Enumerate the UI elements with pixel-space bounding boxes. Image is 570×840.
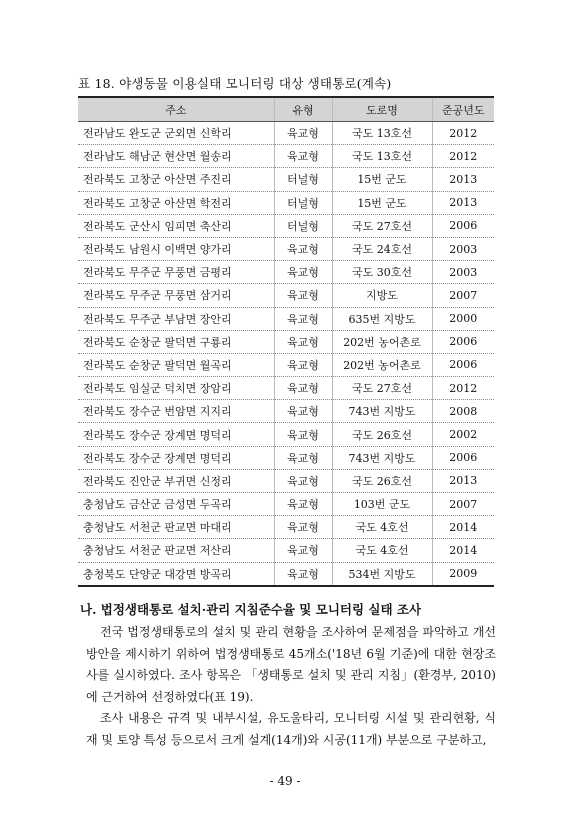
cell-address: 전라북도 남원시 이백면 양가리 <box>78 237 274 260</box>
cell-address: 전라북도 장수군 번암면 지지리 <box>78 400 274 423</box>
cell-address: 전라북도 순창군 팔덕면 월곡리 <box>78 353 274 376</box>
cell-road: 743번 지방도 <box>332 446 432 469</box>
cell-type: 육교형 <box>274 330 332 353</box>
cell-type: 터널형 <box>274 214 332 237</box>
table-row <box>78 330 494 353</box>
cell-year: 2003 <box>432 261 494 284</box>
table-row <box>78 237 494 260</box>
section-title: 나. 법정생태통로 설치·관리 지침준수율 및 모니터링 실태 조사 <box>80 602 422 617</box>
table-row <box>78 539 494 562</box>
cell-road: 국도 13호선 <box>332 145 432 168</box>
cell-address: 충청남도 서천군 판교면 마대리 <box>78 516 274 539</box>
cell-road: 국도 27호선 <box>332 214 432 237</box>
table-caption: 표 18. 야생동물 이용실태 모니터링 대상 생태통로(계속) <box>78 76 392 91</box>
table-row <box>78 493 494 516</box>
cell-address: 충청남도 금산군 금성면 두곡리 <box>78 493 274 516</box>
cell-type: 육교형 <box>274 237 332 260</box>
cell-road: 15번 군도 <box>332 168 432 191</box>
cell-address: 전라북도 임실군 덕치면 장암리 <box>78 377 274 400</box>
cell-road: 국도 26호선 <box>332 423 432 446</box>
body-paragraph-1: 전국 법정생태통로의 설치 및 관리 현황을 조사하여 문제점을 파악하고 개선방안을 제시하기 위하여 법정생태통로 45개소('18년 6월 기준)에 대한 현장조사를 실시하였다. 조사 항목은 「생태통로 설치 및 관리 지침」(환경부, 2010)에 근거하여 선정하였다(표 19). <box>86 625 496 704</box>
table-row <box>78 377 494 400</box>
cell-address: 충청남도 서천군 판교면 저산리 <box>78 539 274 562</box>
cell-road: 국도 26호선 <box>332 469 432 492</box>
cell-year: 2006 <box>432 214 494 237</box>
table-row <box>78 423 494 446</box>
cell-road: 지방도 <box>332 284 432 307</box>
cell-type: 육교형 <box>274 284 332 307</box>
cell-address: 전라북도 고창군 아산면 주진리 <box>78 168 274 191</box>
page-number: - 49 - <box>269 774 301 788</box>
cell-year: 2013 <box>432 191 494 214</box>
cell-type: 육교형 <box>274 145 332 168</box>
cell-year: 2013 <box>432 469 494 492</box>
cell-type: 육교형 <box>274 377 332 400</box>
header-road: 도로명 <box>332 97 432 122</box>
table-row <box>78 562 494 586</box>
cell-address: 전라북도 장수군 장계면 명덕리 <box>78 446 274 469</box>
cell-road: 202번 농어촌로 <box>332 330 432 353</box>
cell-type: 터널형 <box>274 168 332 191</box>
cell-address: 충청북도 단양군 대강면 방곡리 <box>78 562 274 586</box>
table-row <box>78 446 494 469</box>
cell-type: 육교형 <box>274 446 332 469</box>
cell-road: 743번 지방도 <box>332 400 432 423</box>
cell-year: 2012 <box>432 122 494 145</box>
cell-address: 전라남도 완도군 군외면 신학리 <box>78 122 274 145</box>
cell-year: 2013 <box>432 168 494 191</box>
cell-type: 육교형 <box>274 469 332 492</box>
cell-year: 2014 <box>432 539 494 562</box>
cell-year: 2012 <box>432 377 494 400</box>
body-paragraph-2: 조사 내용은 규격 및 내부시설, 유도울타리, 모니터링 시설 및 관리현황, 식재 및 토양 특성 등으로서 크게 설계(14개)와 시공(11개) 부분으로 구분하고, <box>86 711 496 747</box>
cell-address: 전라북도 군산시 임피면 축산리 <box>78 214 274 237</box>
cell-type: 육교형 <box>274 539 332 562</box>
table-row <box>78 168 494 191</box>
table-row <box>78 353 494 376</box>
cell-year: 2012 <box>432 145 494 168</box>
cell-year: 2007 <box>432 284 494 307</box>
cell-year: 2006 <box>432 446 494 469</box>
cell-year: 2014 <box>432 516 494 539</box>
cell-type: 육교형 <box>274 353 332 376</box>
cell-year: 2008 <box>432 400 494 423</box>
cell-year: 2003 <box>432 237 494 260</box>
table-row <box>78 214 494 237</box>
cell-type: 육교형 <box>274 493 332 516</box>
table-header-row <box>78 97 494 122</box>
cell-road: 국도 30호선 <box>332 261 432 284</box>
cell-year: 2006 <box>432 353 494 376</box>
cell-road: 국도 27호선 <box>332 377 432 400</box>
cell-year: 2009 <box>432 562 494 586</box>
cell-address: 전라북도 무주군 부남면 장안리 <box>78 307 274 330</box>
cell-address: 전라북도 장수군 장계면 명덕리 <box>78 423 274 446</box>
cell-road: 534번 지방도 <box>332 562 432 586</box>
table-row <box>78 261 494 284</box>
cell-type: 터널형 <box>274 191 332 214</box>
table-row <box>78 307 494 330</box>
table-row <box>78 284 494 307</box>
table-row <box>78 400 494 423</box>
eco-corridor-table <box>78 96 494 587</box>
header-address: 주소 <box>78 97 274 122</box>
table-row <box>78 145 494 168</box>
table-row <box>78 516 494 539</box>
cell-year: 2000 <box>432 307 494 330</box>
cell-year: 2007 <box>432 493 494 516</box>
cell-type: 육교형 <box>274 516 332 539</box>
cell-address: 전라북도 진안군 부귀면 신정리 <box>78 469 274 492</box>
cell-road: 국도 24호선 <box>332 237 432 260</box>
cell-type: 육교형 <box>274 423 332 446</box>
cell-road: 15번 군도 <box>332 191 432 214</box>
cell-type: 육교형 <box>274 307 332 330</box>
cell-road: 국도 4호선 <box>332 516 432 539</box>
cell-address: 전라남도 해남군 현산면 월송리 <box>78 145 274 168</box>
cell-address: 전라북도 고창군 아산면 학전리 <box>78 191 274 214</box>
cell-road: 202번 농어촌로 <box>332 353 432 376</box>
table-row <box>78 191 494 214</box>
cell-type: 육교형 <box>274 400 332 423</box>
cell-year: 2006 <box>432 330 494 353</box>
header-year: 준공년도 <box>432 97 494 122</box>
cell-type: 육교형 <box>274 261 332 284</box>
cell-address: 전라북도 무주군 무풍면 금평리 <box>78 261 274 284</box>
cell-road: 국도 13호선 <box>332 122 432 145</box>
cell-type: 육교형 <box>274 122 332 145</box>
cell-address: 전라북도 무주군 무풍면 삼거리 <box>78 284 274 307</box>
cell-road: 103번 군도 <box>332 493 432 516</box>
cell-road: 국도 4호선 <box>332 539 432 562</box>
cell-year: 2002 <box>432 423 494 446</box>
cell-road: 635번 지방도 <box>332 307 432 330</box>
cell-address: 전라북도 순창군 팔덕면 구룡리 <box>78 330 274 353</box>
table-row <box>78 122 494 145</box>
cell-type: 육교형 <box>274 562 332 586</box>
header-type: 유형 <box>274 97 332 122</box>
table-row <box>78 469 494 492</box>
